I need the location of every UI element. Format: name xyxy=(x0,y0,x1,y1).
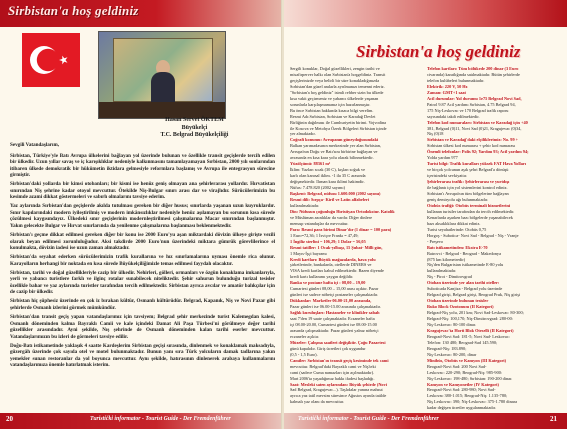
col1-line: VISA kredi kartları kabul edilmektedir. Bazen diyende xyxy=(290,268,384,274)
ambassador-photo xyxy=(98,31,226,119)
col1-line: Başkent: Belgrad, nüfusu 1.600.000 (2002 sayımı) xyxy=(290,191,381,197)
col1-line: 1 Mayıs-İşçi bayramı xyxy=(290,250,327,256)
col2-line: Suboticada Kanjiza - Belgrad yolu üzerinde xyxy=(427,286,503,292)
letter-paragraph: Sirbistan'ı geçme dikkat edilmesi gereken diğer bir konu ise 2000 Euro'yu aşan miktardaki dövizin ülkeye girişte vezili olarak beyan edilmesi zorunluluğudur. Aksi takdirde 2000 Euro'nun üzerindeki miktara gümrük görevlilerince el konulmakta, dövizin iadesi ise uzun zaman almaktadır. xyxy=(10,232,275,252)
col1-line: avrasında en kısa kara yolu olarak bilinmektedir. xyxy=(290,155,374,161)
col1-line: ayrıca yaz tatil mevsim süresince Ağustos ayında tatilde xyxy=(290,393,387,399)
col1-line: Camiler: Sırbistan'ın transit geçiş kesiminde tek cami xyxy=(290,357,389,363)
col2-line: ve birçok yolcunun aşık şehri Belgrad'a dönüşü xyxy=(427,167,509,173)
col1-line: Dükkanlar: Marketler 06.00-21,00 arasında, xyxy=(290,298,372,304)
col2-line: kullanılmaktadır. xyxy=(427,268,457,274)
col1-line: ve Müslüman azınlıklar da vardır. Diğer dinlere xyxy=(290,214,372,220)
ambassador-title: Büyükelçi xyxy=(181,124,208,131)
right-page-number: 21 xyxy=(550,415,557,423)
col1-line: Resmi tatiller: 1 Ocak-yılbaşı, 15 Şubat- Milli gün, xyxy=(290,244,383,250)
col1-line: 1 Euro=72,36; 1 İsviçre Frankı = 47,49; xyxy=(290,232,359,238)
letter-paragraph: Sirbistan'dan transit geçiş yapan vatandaşlarımız için tavsiyem; Belgrad şehir merkezinde turist Kalemegdan kalesi, Osmanlı döneminden kalma Bayraklı Camii ve kale içindeki Damat Ali Paşa Türbesi'ni görülmeye değer tarihi güzellikler arasındadır. Ayni şekilde, Nış şehrinde de Osmanlı döneminden kalan tarihi eserler mevcuttur. Vatandaşlarımızın bu izleri de görmeleri tavsiye edilir. xyxy=(10,314,275,340)
col1-line: şirketlerinde, bankalarda, otellerde DINERS ve xyxy=(290,262,372,268)
col1-line: Din: Nüfusun çoğunluğu Hıristiyan Ortodokstur. Katolik xyxy=(290,208,395,214)
col1-line: kredi kartı kullanımı yaygın değildir. xyxy=(290,274,354,280)
col1-line: Sırbistan'dan güzel anılarla ayrılmanızı temenni ederiz. xyxy=(290,83,385,89)
col1-line: Saat: Mesleki saten aylarından: Büyük şehirde (Novi xyxy=(290,381,387,387)
col2-line: Acil durumlar: Yol durumu 1e75 Belgrad Novi Sad, xyxy=(427,95,522,101)
col1-line: değişmektedir. Ilıman kara iklimi hakimdir. xyxy=(290,179,365,185)
col1-line: içi 08.00-20.00, Cumartesi günleri ise 08.00-15.00 xyxy=(290,321,377,327)
right-page-title: Sirbistan'a hoş geldiniz xyxy=(356,42,521,61)
col2-line: bazı aksaklıklara dikkat ediniz. xyxy=(427,220,481,226)
col1-line: Birliğinin dağılması ile Cumhuriyetin birimi. Vojvodina xyxy=(290,119,387,125)
col1-line: Resmi Adı:Sırbistan, Sırbistan ve Karadağ Devlet xyxy=(290,113,376,119)
col1-line: arasında çalışmaktadır. Pazar günleri yalnız nöbetçi xyxy=(290,327,379,333)
col2-line: Belgrad girişi, Belgrad girişi, Beograd Pruk, Niş girişi xyxy=(427,292,521,298)
col2-line: Horgoş - Subotica- Novi Sad - Belgrad - Niş - Vranje xyxy=(427,232,519,238)
col1-line: Coğrafi konumu: Avrupanın güneydoğusundaki xyxy=(290,137,379,143)
letter-paragraph: Doğu-Batı istikametinde yaklaşık 4 saatte Kardeşlerim Sirbistan geçişi sırasında, dinlenmek ve konaklamak maksadıyla, güzergâh üzerinde çok sayıda otel ve motel bulunmaktadır. Bunun yanı sıra Türk yolcuların damak tadlarına yakın yemekler sunan restoranlar da yol boyunca mevcuttur. Aynı şekilde, hatırasının dinlenerek arabaya kullanmalarını vatandaşlarımıza önemle hatırlatmak isterim. xyxy=(10,342,275,369)
col2-line: Önemli telefonlar: Polis 92; Yardım 93; Acil yardım 94; xyxy=(427,149,529,155)
letter-greeting: Sevgili Vatandaşlarım, xyxy=(10,142,59,148)
col2-line: Beograd-Novi Sad: 280-980; Novi Sad- xyxy=(427,387,496,393)
col2-line: Kragujevac'ta Horti Blok Oteselli (II Kategori) xyxy=(427,327,514,333)
col1-line: Cumartesi günleri 08,00 – 15,00 arası açıktır. Pazar xyxy=(290,286,379,292)
col1-line: geçişlerinizde veya belirli bir süre konakladığınızda xyxy=(290,77,380,83)
col2-line: (875 km kilometredir) xyxy=(427,256,466,262)
letter-paragraph: Sirbistan, Türkiye'yle Batı Avrupa ülkelerini bağlayan yol üzerinde bulunan ve özellikle transit geçişlerde tercih edilen bir ülkedir. Uzun yıllar savaş ve iç karışıklıklar nedeniyle kalkınmasını tamamlayamayan Sırbistan, 2000 yılı sonlarından itibaren ülkede demokratik bir hükümetin iktidara gelmesiyle reformlara başlamış ve Avrupa ile entegrasyon sürecine girmiştir. xyxy=(10,152,275,179)
letter-paragraph: Yaz aylarında Sırbistan'dan geçişlerde akılda tutulması gereken bir diğer husus; sınırlarda yaşanan uzun kuyruklardır. Sınır kapılarındaki modern iyileştirilmiş ve modern imkânsızlıklar nedeniyle henüz aşılamayan bu sorunun kısa sürede çözülmesi kaygısındayız. Ülkedeki sınır geçişlerinin modernleştirilmesi çalışmalarına Macar sınırından başlanmıştır. Yakın gelecekte Bulgar ve Hırvat sınırlarında da yenilenme çalışmalarına başlanması beklenmektedir. xyxy=(10,203,275,230)
col1-line: Sağlık kuruluşları: Hastaneler ve klinikler sabah xyxy=(290,310,380,316)
col1-line: kısa vakit geçirmeniz ve yabancı ülkelerde yaşanan xyxy=(290,95,379,101)
col1-line: sorunlarla karşılaşmamanız için hazırlanmıştır. xyxy=(290,101,371,107)
col2-line: Niş Leskovac: 390; Niş-Leskovac: 375-1.780 dinara xyxy=(427,399,517,405)
ambassador-name: Hasan Servet ÖKTEM xyxy=(165,117,224,123)
col2-line: Otobüs trafiği: Otobüs terminali hizmetlerini xyxy=(427,202,511,208)
col1-line: Sergili konuklar, Doğal güzellikleri, zengin tarihi ve xyxy=(290,66,380,71)
letter-paragraph: Sirbistan'daki yollarda bir kimsi otobanları; bir kismi ise henüz geniş olmayan ana şehirlerarası yollardır. Hırvatistan sınırından Niş şehrine kadar otoyol mevcuttur. Ötekilde Niş-Bulgar sınırı arası dar ve virajlıdır. Sürücülerimizin bu kesimde azami dikkat göstermeleri ve sabırlı olmalarını tavsiye ederim. xyxy=(10,181,275,201)
turkish-flag-icon xyxy=(22,33,80,87)
col2-line: Belgrad-Niş yolu, 201 km; Novi Sad-Leskovac: 80-300; xyxy=(427,310,524,316)
col1-line: kalmalı yaz olanı da mevcuttur. xyxy=(290,399,345,405)
letter-body xyxy=(10,142,275,371)
col2-line: Telefon kartları: Tüm bölükede 200 dinar (3 Euro xyxy=(427,66,519,71)
left-footer-text: Turistički informator - Tourist Guide - Der Fremdenführer xyxy=(90,416,231,422)
col2-line: sayısındaki takdi edilmektedir. xyxy=(427,113,480,119)
col2-line: Belgrad-Niş: 100,170; Niş-Dimitrovgrad: 280-00: xyxy=(427,316,513,322)
col1-line: İklim: Yazları sıcak (30 C), kışları soğuk ve xyxy=(290,167,366,173)
col1-line: mevcuttur. Belgrad'daki Bayraklı cami ve Niş'teki xyxy=(290,363,376,369)
col1-line: Sad Belgrad, Kragujevac...). Taşlıdalar yanına mahsut xyxy=(290,387,383,393)
left-page-footer xyxy=(0,413,283,429)
col2-line: Otoban üzerinde bulunan tesisler xyxy=(427,298,489,304)
col2-line: Batrovci - Belgrad - Beograd - Makedonya xyxy=(427,250,501,256)
letter-paragraph: Sirbistan'da seyahat ederken sürücülerimizin trafik kurallarına ve hız sınırlamalarına uyması önemle rica olunur. Karayolların herhangi bir noktada en kısa sürede Büyükelçiliğimizle temas edilmesi fayydalı olacaktır. xyxy=(10,254,275,267)
col2-line: ile bağlantı için yol sistemlerini kontrol ediniz. xyxy=(427,185,508,191)
col2-line: Beograd-Niş: 183.890; xyxy=(427,345,467,351)
col2-line: Telefon: 130 480; Beograd-Sad 145.590; xyxy=(427,339,498,345)
col2-line: Niş - Pirot - Dimitrovgrad xyxy=(427,274,472,280)
col1-line: Müzeler: Çalışma saatleri değişiktir. Çoğu Pazartesi xyxy=(290,339,386,345)
col1-line: "Sırbistan'a hoş geldiniz" isimli rehber sizin bu ülkede xyxy=(290,89,384,95)
col2-line: geniş demiryolu ağı bulunmaktadır. xyxy=(427,196,489,202)
right-footer-text: Turistički informator - Tourist Guide - Der Fremdenführer xyxy=(298,416,439,422)
col2-line: Turist seyahatlerinde: Otobüs 0,75 xyxy=(427,226,487,232)
col2-line: Sirbistan ve Karadağ'daki elçiliklerimiz: No. 99 + xyxy=(427,137,519,143)
right-page-footer xyxy=(284,413,567,429)
col2-line: Leskovac: 220-290; Beograd-Niş: 985-900: xyxy=(427,369,503,375)
col2-line: Beograd-Novi Sad: 200 Novi Sad- xyxy=(427,363,487,369)
col2-line: kadar değişen ücretler uygulanmaktadır. xyxy=(427,405,496,411)
col1-line: Para: Resmi para birimi Dinar'dır (1 dinar = 100 para) xyxy=(290,226,392,232)
info-column-2 xyxy=(427,66,561,411)
letter-paragraph: Sirbistan, tarihi ve doğal güzellikleriyle cazip bir ülkedir. Nehirleri, gölleri, ormanları ve özgün konaklama imkanlarıyla, yerli ve yabancı turistlere farklı ve ilginç rotalar sunabilecek niteliktedir. Şehir sahurun bulunduğu turizal tesisler özellikle bahar ve yaz aylarında turistler tarafından tercih edilmektedir. Sirbistan ayrıca avcılar ve amatör balıkçılar için de cazip bir ülkedir. xyxy=(10,269,275,296)
col1-line: Yüzölçümü: 88361 m² xyxy=(290,161,331,167)
col1-line: kullanılmaktadır. xyxy=(290,202,320,208)
col2-line: Turist bilgi: Trafik kuralları yüksek FAT Hava Yolları xyxy=(427,161,526,167)
col1-line: mensup vatandaşlar da mevcuttur. xyxy=(290,220,349,226)
col2-line: Telefon kod numaraları: Sirbistan ve Karadağ için +40 xyxy=(427,119,528,125)
col1-line: Nüfus: 7.478.820 (2002 sayımı) xyxy=(290,185,346,191)
desk xyxy=(99,102,225,118)
col1-line: Avrupa'nın Doğu ve Batı'sını birbirine bağlayan ve xyxy=(290,149,378,155)
ambassador-caption xyxy=(112,117,277,140)
right-page xyxy=(284,0,567,429)
col1-line: Banka ve postane hafta içi : 08,00 – 19,00 xyxy=(290,280,366,286)
left-page xyxy=(0,0,283,429)
col2-line: Batı istikametinden: Ekstra E-70 xyxy=(427,244,488,250)
col2-line: 381, Belgrad (0)11, Novi Sad (0)21, Kragujevac (0)34, xyxy=(427,125,522,131)
col1-line: günü kapalıdır. Giriş ücretleri çok uygundur xyxy=(290,345,366,351)
col1-line: misafirperver halkı olan Sırbistan'a hoşgeldiniz. Transit xyxy=(290,71,386,77)
col1-line: Resmi dili: Sırpça- Kiril ve Latin alfabeleri xyxy=(290,196,370,202)
col2-line: Kamyon ve Kamyonetler (IV Kategori) xyxy=(427,381,499,387)
col2-line: - Preşevo xyxy=(427,238,444,244)
col2-line: 175 Niş-Leskovac ve 170 Belgrad trafik raporu xyxy=(427,107,509,113)
col1-line: Balkan yarımadasının merkezinde yer alan Sırbistan, xyxy=(290,143,381,149)
col2-line: Elektrik: 220 V, 50 Hz xyxy=(427,83,468,89)
col1-line: yer almaktadır. xyxy=(290,131,316,137)
col1-line: ile Kosova ve Metohya Özerk Bölgeleri Sirbistan içinde xyxy=(290,125,387,131)
col2-line: Niş (0)18 xyxy=(427,131,444,137)
col1-line: karlı olan karasal iklim. -1 ila 35 C arasında xyxy=(290,173,366,179)
left-header-title: Sirbistan'a hoş geldiniz xyxy=(8,3,139,18)
col2-line: Minibüs, Otobüs ve Kamyon (III Kategori) xyxy=(427,357,507,363)
col2-line: civarında) karatlığında satılmaktadır. Bütün şehirlerde xyxy=(427,71,520,77)
col2-line: Niş-Leskovac: 80-200, dinar xyxy=(427,351,477,357)
right-page-header xyxy=(284,0,567,27)
col2-line: Ruko Block Ozotonum (II Kategori) xyxy=(427,304,494,310)
col1-line: 1 İngiliz sterlini = 106,29; 1 Dolar = 56,05 xyxy=(290,238,366,244)
col2-line: kullanan turistler tarafından da tercih edilmektedir. xyxy=(427,208,515,214)
col2-line: Beograd-Novi Sad: 181-5; Novi Sad- Leskovac: xyxy=(427,333,510,339)
col2-line: Leskovac 380-1.015; Beograd-Niş: 1.135-780; xyxy=(427,393,508,399)
col1-line: cami (sadece Cuma namazları için açılmaktadır). xyxy=(290,369,375,375)
col2-line: Sirbistan ülkesi kod numarası + şehir kod numarası xyxy=(427,143,516,149)
col2-line: Yolda yardım 977 xyxy=(427,155,458,161)
col2-line: Patrol 9.87 Acil yardımı Sırbistan, 4.75 Belgrad 94, xyxy=(427,101,516,107)
left-page-header xyxy=(0,0,283,27)
col2-line: Kenarlarda aşarken bazı bölgelerde yaşanabilecek xyxy=(427,214,513,220)
col1-line: günleri ise sadece nöbetçi postaneler çalışmaktadır. xyxy=(290,292,379,298)
col1-line: Pazar günleri ise 06.00-15.00 arasında çalışmaktadır. xyxy=(290,304,381,310)
col1-line: eczaneler açıktır. xyxy=(290,333,320,339)
ambassador-embassy: T.C. Belgrad Büyükelçiliği xyxy=(160,132,229,139)
col2-line: Sirbistan'ı Avrupa'nın tüm bölgelerine bağlayan xyxy=(427,191,509,197)
col1-line: saat 7'den 19 saate çalışmaktadır. Eczaneler hafta xyxy=(290,316,375,322)
letter-paragraph: Sirbistan hiç şüphesiz üzerinde en çok iz bırakan kültür, Osmanlı kültürüdür. Belgrad, Kapanık, Niş ve Novi Pazar gibi şehirlerde Osmanlı izlerini görmek mümkündür. xyxy=(10,298,275,312)
col2-line: Otoban üzerinde yer alan tarihi oteller: xyxy=(427,280,500,286)
col2-line: Niş-Leskovac: 198-480; Sırbistan: 190-200 dinar. xyxy=(427,375,513,381)
col2-line: içerisindeki sevkiyattır. xyxy=(427,173,468,179)
left-page-number: 20 xyxy=(6,415,13,423)
col1-line: Bu önce Sırbistan hakkında kısaca bilgi verelim. xyxy=(290,107,374,113)
col2-line: Zaman: GMT+1 saat xyxy=(427,89,466,95)
col2-line: Niş-Leskovac: 80-100 dinar. xyxy=(427,321,477,327)
col1-line: Kredi kartları: Büyük mağazalarda, hava yolu xyxy=(290,256,376,262)
col1-line: (0,5 - 1,5 Euro). xyxy=(290,351,318,357)
info-column-1 xyxy=(290,66,422,405)
col1-line: Mart 2006'ta yaşadığımız hakkı ifadesi başladığı. xyxy=(290,375,375,381)
col2-line: Şehirlerarası trafik: Şehirlerarası ve yurtdışı xyxy=(427,179,510,185)
col2-line: Niş'den Bulgaristan istikametinde E-80 yolu xyxy=(427,262,504,268)
col2-line: telefon kulübeleri bulunmaktadır. xyxy=(427,77,485,83)
